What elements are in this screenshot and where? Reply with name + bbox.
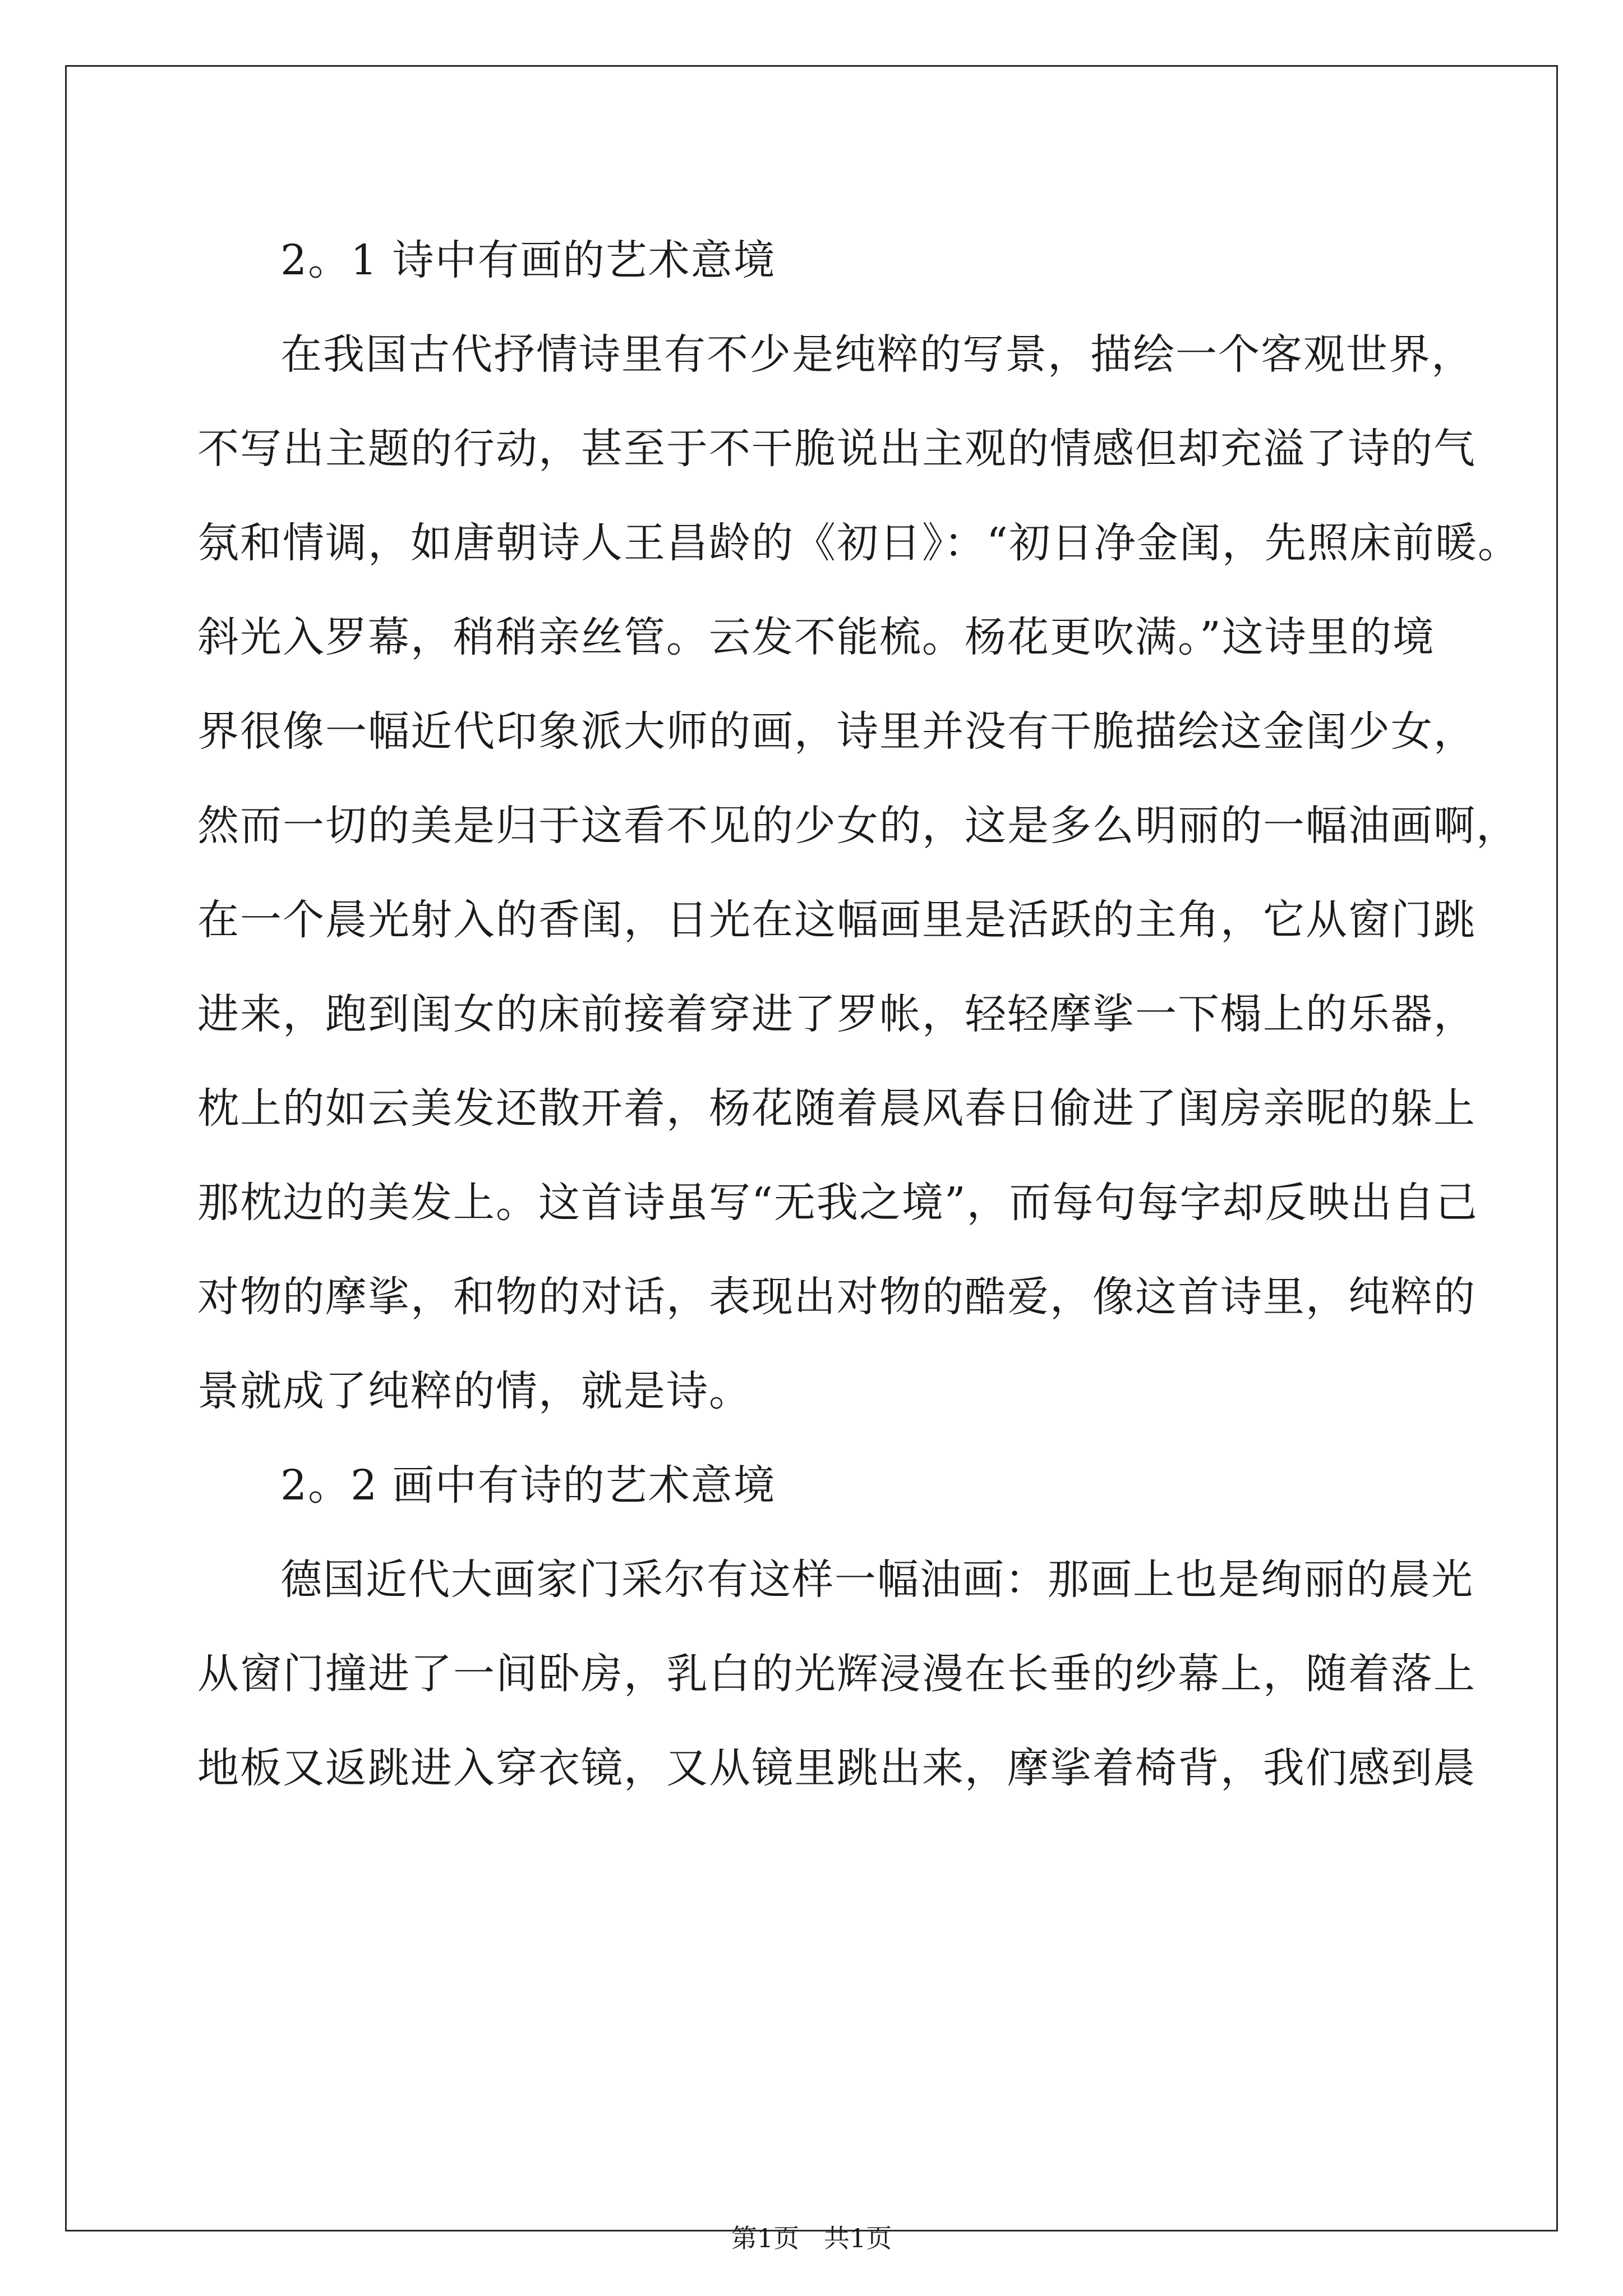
text-line: 景就成了纯粹的情，就是诗。	[197, 1367, 751, 1415]
text-line: 枕上的如云美发还散开着，杨花随着晨风春日偷进了闺房亲昵的躲上	[197, 1084, 1476, 1133]
text-line: 界很像一幅近代印象派大师的画，诗里并没有干脆描绘这金闺少女，	[197, 707, 1476, 756]
text-line: 斜光入罗幕，稍稍亲丝管。云发不能梳。杨花更吹满。”这诗里的境	[197, 613, 1435, 661]
text-line: 在我国古代抒情诗里有不少是纯粹的写景，描绘一个客观世界，	[280, 330, 1474, 379]
text-line: 在一个晨光射入的香闺，日光在这幅画里是活跃的主角，它从窗门跳	[197, 896, 1476, 944]
text-line: 地板又返跳进入穿衣镜，又从镜里跳出来，摩挲着椅背，我们感到晨	[197, 1744, 1476, 1792]
paragraph-2-2	[197, 1533, 1487, 1815]
section-heading-2-1: 2。1 诗中有画的艺术意境	[280, 236, 776, 284]
text-line: 对物的摩挲，和物的对话，表现出对物的酷爱，像这首诗里，纯粹的	[197, 1273, 1476, 1321]
document-body	[197, 213, 1520, 1815]
section-heading-2-2: 2。2 画中有诗的艺术意境	[280, 1461, 776, 1510]
text-line: 氛和情调，如唐朝诗人王昌龄的《初日》：“初日净金闺，先照床前暖。	[197, 519, 1520, 567]
text-line: 不写出主题的行动，甚至于不干脆说出主观的情感但却充溢了诗的气	[197, 425, 1476, 473]
text-line: 从窗门撞进了一间卧房，乳白的光辉浸漫在长垂的纱幕上，随着落上	[197, 1650, 1476, 1698]
text-line: 然而一切的美是归于这看不见的少女的，这是多么明丽的一幅油画啊，	[197, 802, 1519, 850]
page-number-footer: 第1页 共1页	[731, 2223, 892, 2253]
paragraph-2-1	[197, 307, 1520, 1438]
text-line: 进来，跑到闺女的床前接着穿进了罗帐，轻轻摩挲一下榻上的乐器，	[197, 990, 1476, 1038]
text-line: 德国近代大画家门采尔有这样一幅油画：那画上也是绚丽的晨光	[280, 1556, 1474, 1604]
text-line: 那枕边的美发上。这首诗虽写“无我之境”，而每句每字却反映出自己	[197, 1179, 1478, 1227]
